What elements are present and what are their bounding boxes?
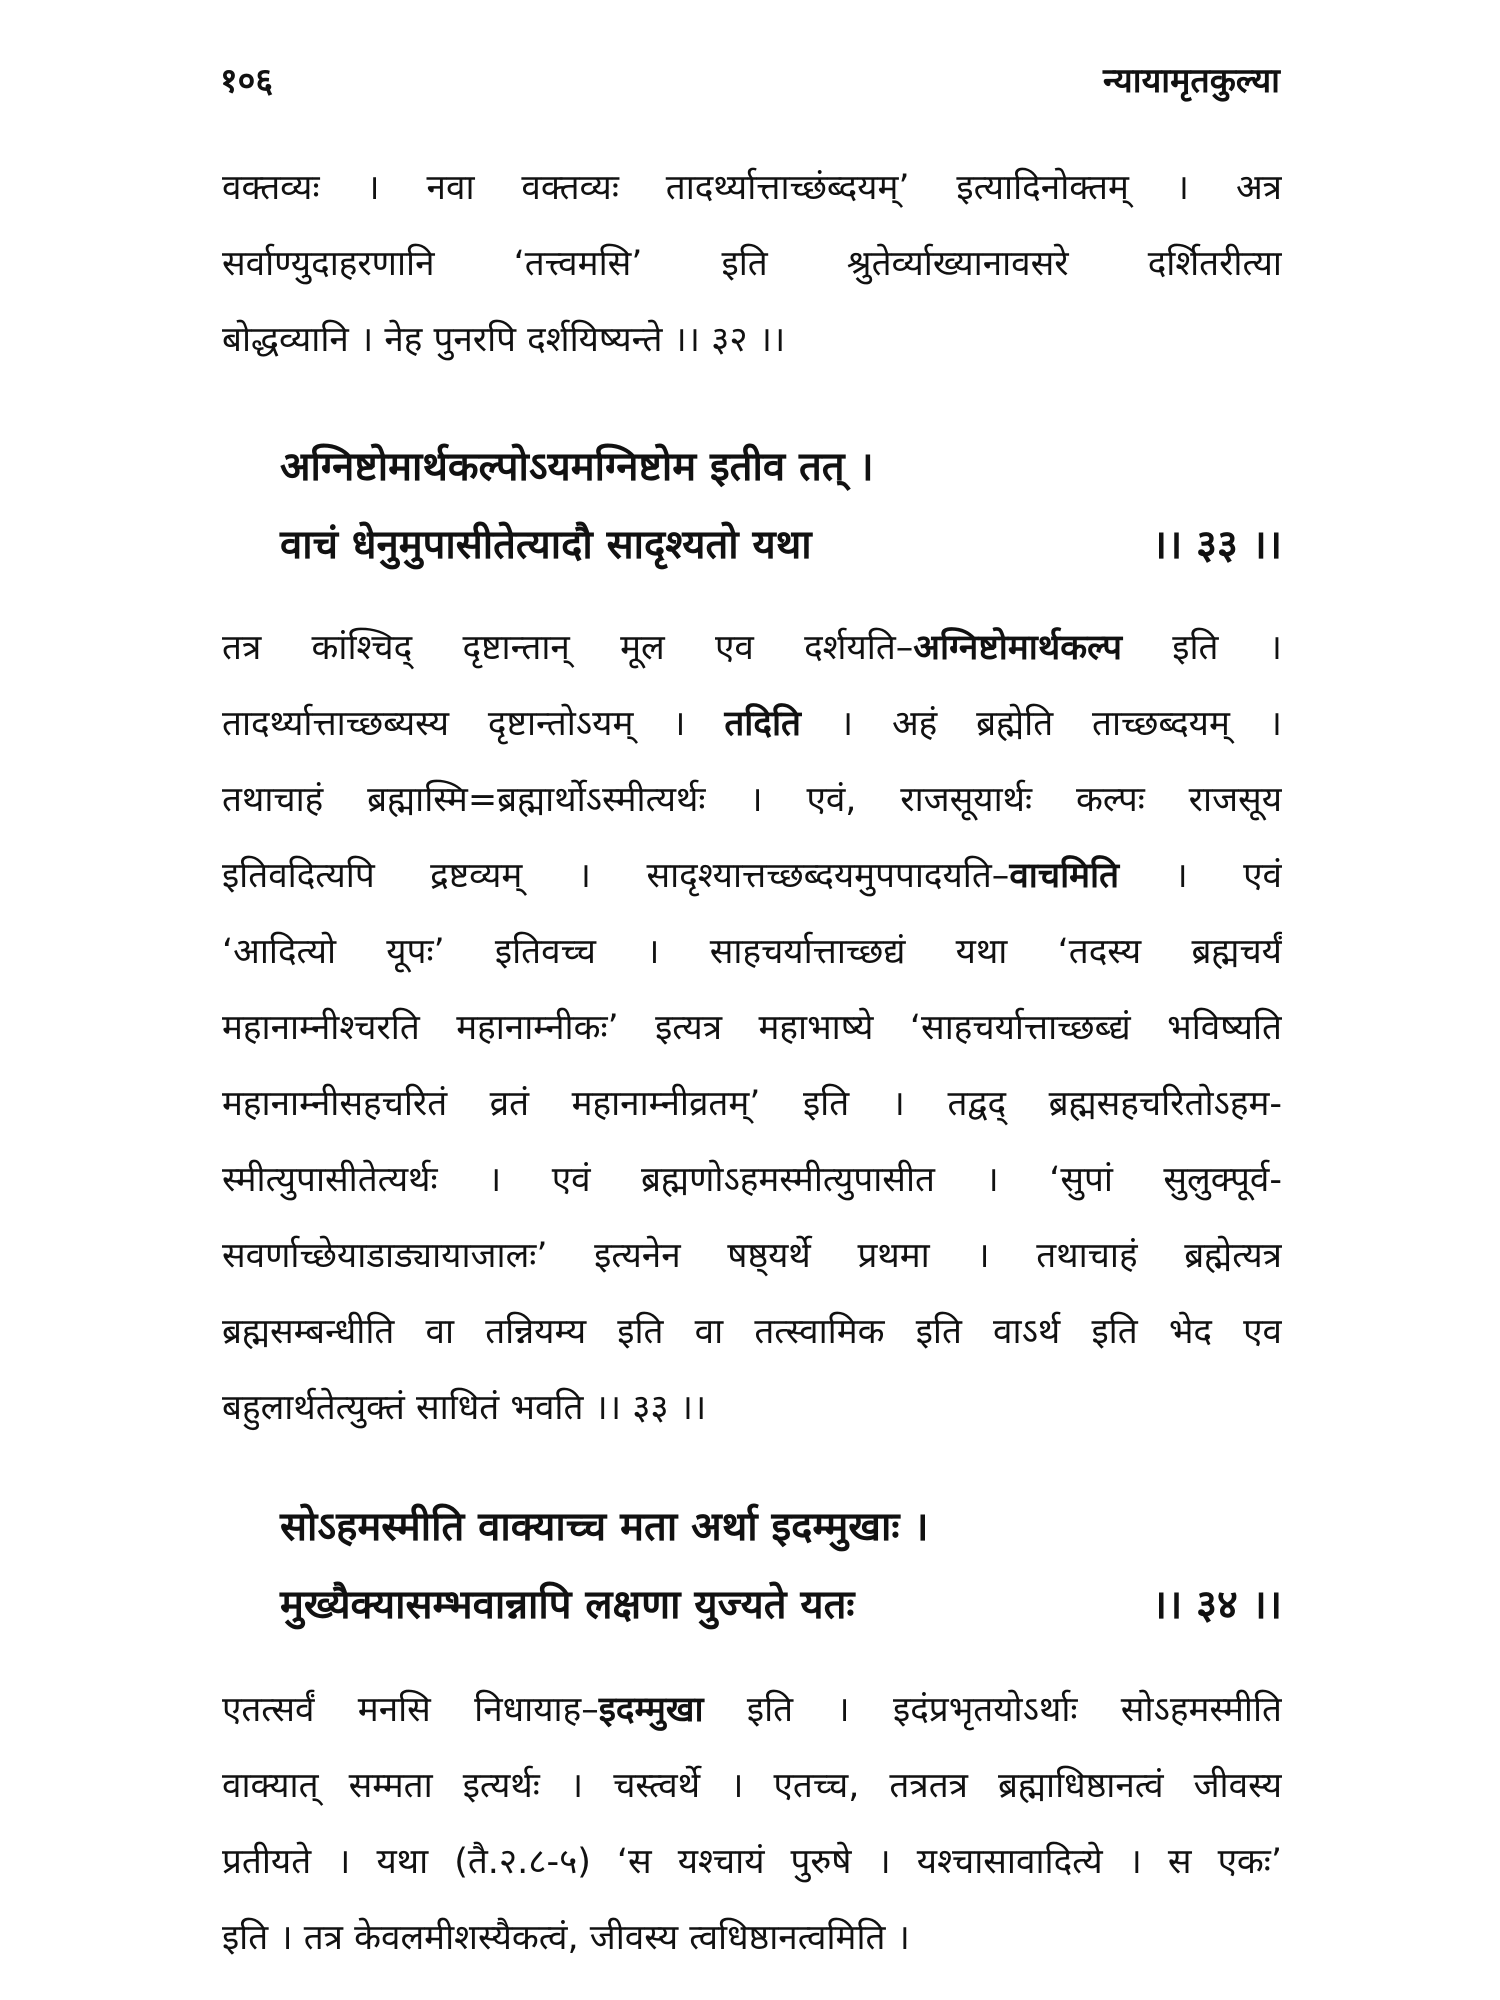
- text-line: महानाम्नीसहचरितं व्रतं महानाम्नीव्रतम्’ इति । तद्वद् ब्रह्मसहचरितोऽहम-: [222, 1084, 1282, 1124]
- text-run: । अहं ब्रह्मेति ताच्छब्दयम् ।: [800, 704, 1282, 744]
- text-line: महानाम्नीश्चरति महानाम्नीकः’ इत्यत्र महाभाष्ये ‘साहचर्यात्ताच्छब्द्यं भविष्यति: [222, 1008, 1282, 1048]
- verse-line-1: सोऽहमस्मीति वाक्याच्च मता अर्था इदम्मुखाः ।: [280, 1504, 929, 1550]
- text-run: इति ।: [1122, 628, 1282, 668]
- verse-34: [280, 1488, 1282, 1644]
- verse-line-2-text: वाचं धेनुमुपासीतेत्यादौ सादृश्यतो यथा: [280, 522, 812, 568]
- bold-term: तदिति: [724, 704, 801, 744]
- text-line: बोद्धव्यानि । नेह पुनरपि दर्शयिष्यन्ते ।। ३२ ।।: [222, 320, 786, 360]
- text-run: तादर्थ्यात्ताच्छब्यस्य दृष्टान्तोऽयम् ।: [222, 704, 725, 744]
- text-run: । एवं: [1119, 856, 1282, 896]
- text-line: वक्तव्यः । नवा वक्तव्यः तादर्थ्यात्ताच्छंब्दयम्’ इत्यादिनोक्तम् । अत्र: [222, 168, 1282, 208]
- text-line: [222, 838, 1282, 914]
- text-line: ब्रह्मसम्बन्धीति वा तन्नियम्य इति वा तत्स्वामिक इति वाऽर्थ इति भेद एव: [222, 1312, 1282, 1352]
- verse-33: [280, 428, 1282, 584]
- commentary-paragraph-3: [222, 1672, 1282, 1976]
- verse-number: ।। ३४ ।।: [1151, 1582, 1282, 1628]
- bold-term: वाचमिति: [1009, 856, 1120, 896]
- page-header: [220, 56, 1280, 116]
- text-line: [222, 686, 1282, 762]
- text-line: वाक्यात् सम्मता इत्यर्थः । चस्त्वर्थे । एतच्च, तत्रतत्र ब्रह्माधिष्ठानत्वं जीवस्य: [222, 1766, 1282, 1806]
- text-line: स्मीत्युपासीतेत्यर्थः । एवं ब्रह्मणोऽहमस्मीत्युपासीत । ‘सुपां सुलुक्पूर्व-: [222, 1160, 1282, 1200]
- verse-line-1: अग्निष्टोमार्थकल्पोऽयमग्निष्टोम इतीव तत् ।: [280, 444, 874, 490]
- verse-line-2-text: मुख्यैक्यासम्भवान्नापि लक्षणा युज्यते यतः: [280, 1582, 855, 1628]
- bold-term: अग्निष्टोमार्थकल्प: [913, 628, 1122, 668]
- commentary-paragraph-1: [222, 150, 1282, 378]
- verse-number: ।। ३३ ।।: [1151, 522, 1282, 568]
- text-line: सर्वाण्युदाहरणानि ‘तत्त्वमसि’ इति श्रुतेर्व्याख्यानावसरे दर्शितरीत्या: [222, 244, 1282, 284]
- text-run: इति । इदंप्रभृतयोऽर्थाः सोऽहमस्मीति: [703, 1690, 1282, 1730]
- text-line: सवर्णाच्छेयाडाड्यायाजालः’ इत्यनेन षष्ठ्यर्थे प्रथमा । तथाचाहं ब्रह्मेत्यत्र: [222, 1236, 1282, 1276]
- text-line: [222, 1672, 1282, 1748]
- text-line: तथाचाहं ब्रह्मास्मि=ब्रह्मार्थोऽस्मीत्यर्थः । एवं, राजसूयार्थः कल्पः राजसूय: [222, 780, 1282, 820]
- verse-line-2: [280, 1566, 1282, 1644]
- commentary-paragraph-2: [222, 610, 1282, 1446]
- verse-line-2: [280, 506, 1282, 584]
- text-line: ‘आदित्यो यूपः’ इतिवच्च । साहचर्यात्ताच्छद्यं यथा ‘तदस्य ब्रह्मचर्यं: [222, 932, 1282, 972]
- text-line: प्रतीयते । यथा (तै.२.८-५) ‘स यश्चायं पुरुषे । यश्चासावादित्ये । स एकः’: [222, 1842, 1282, 1882]
- text-run: इतिवदित्यपि द्रष्टव्यम् । सादृश्यात्तच्छब्दयमुपपादयति–: [222, 856, 1010, 896]
- text-line: [222, 610, 1282, 686]
- page-number: १०६: [220, 61, 274, 101]
- text-line: बहुलार्थतेत्युक्तं साधितं भवति ।। ३३ ।।: [222, 1388, 707, 1428]
- text-run: एतत्सर्वं मनसि निधायाह–: [222, 1690, 599, 1730]
- text-run: तत्र कांश्चिद् दृष्टान्तान् मूल एव दर्शयति–: [222, 628, 914, 668]
- bold-term: इदम्मुखा: [598, 1690, 704, 1730]
- text-line: इति । तत्र केवलमीशस्यैकत्वं, जीवस्य त्वधिष्ठानत्वमिति ।: [222, 1918, 910, 1958]
- running-title: न्यायामृतकुल्या: [1103, 61, 1280, 101]
